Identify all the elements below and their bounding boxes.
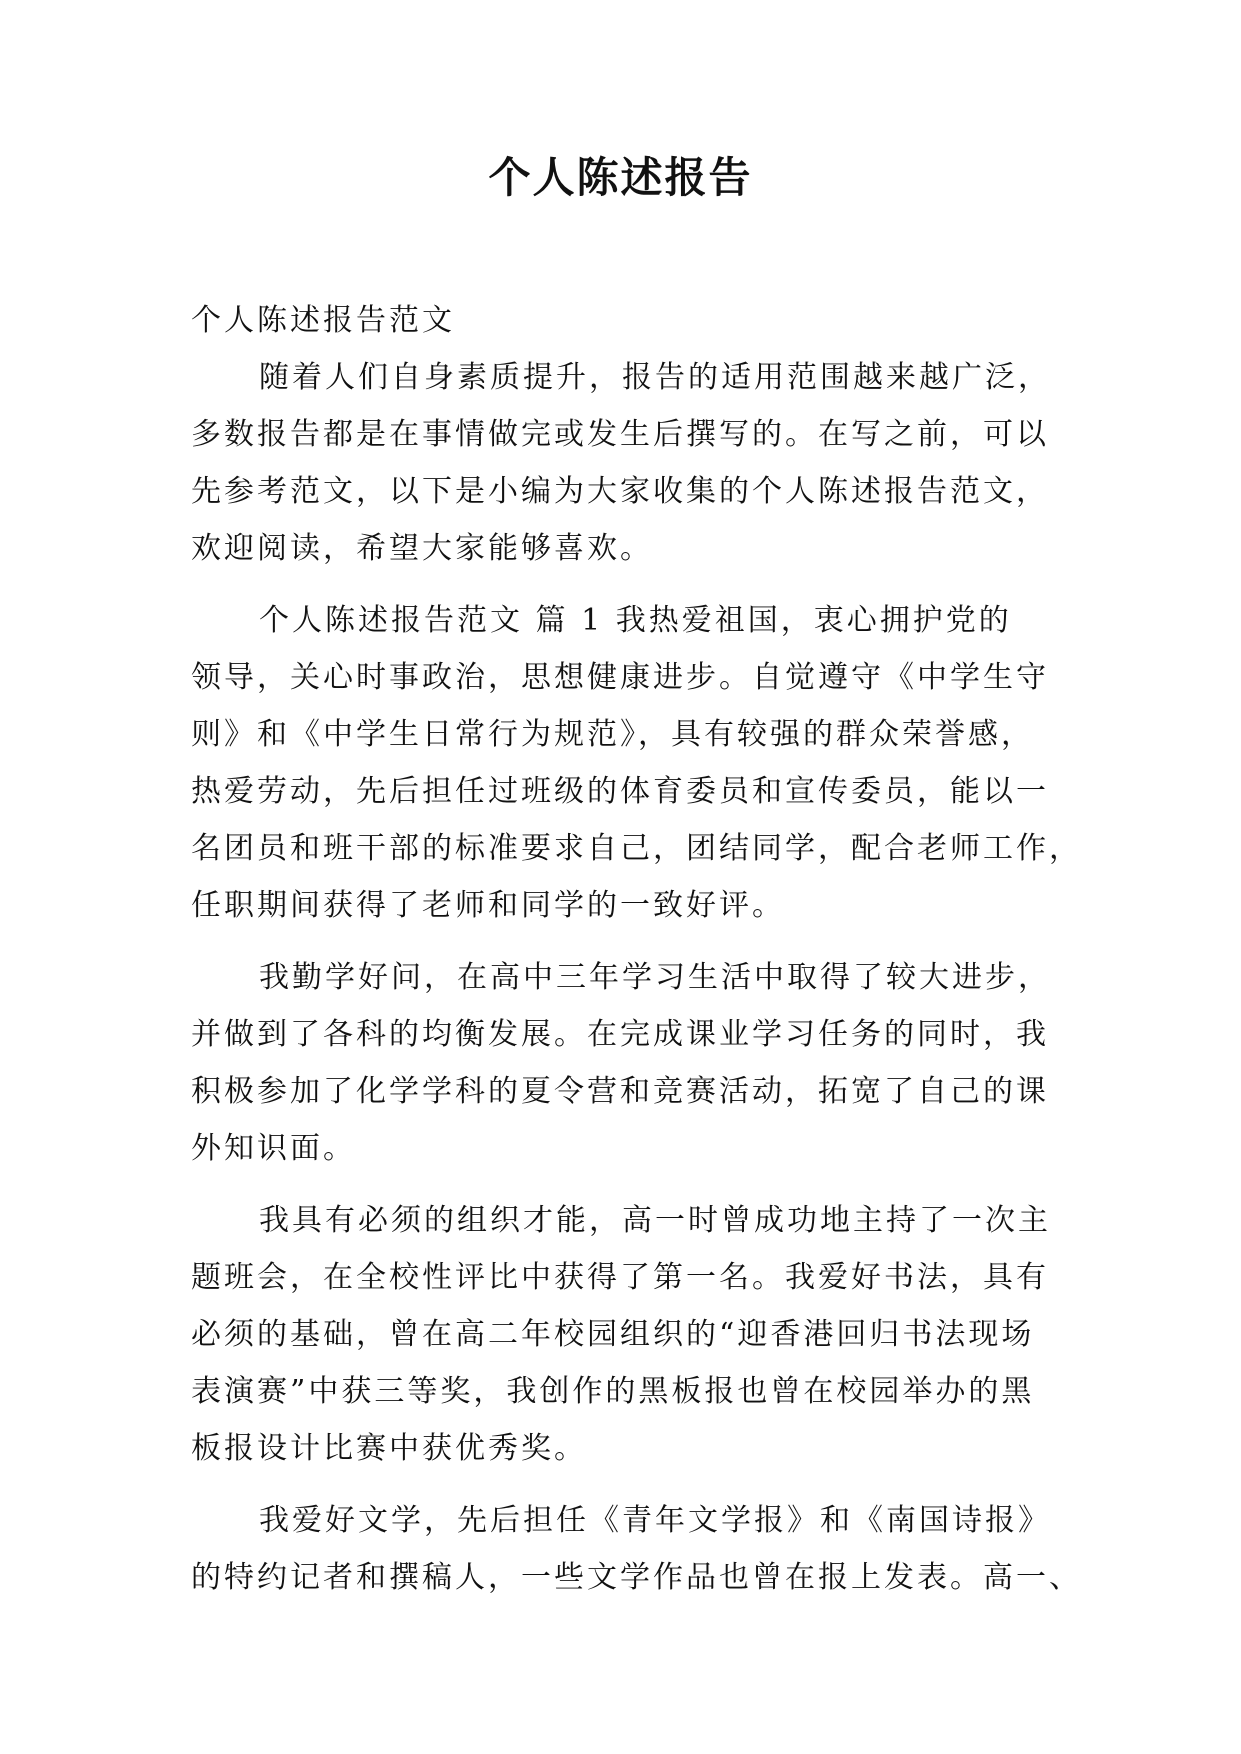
text-line: 任职期间获得了老师和同学的一致好评。 bbox=[191, 888, 785, 923]
text-line: 题班会，在全校性评比中获得了第一名。我爱好书法，具有 bbox=[191, 1260, 1049, 1295]
text-line: 多数报告都是在事情做完或发生后撰写的。在写之前，可以 bbox=[191, 417, 1049, 452]
text-line: 名团员和班干部的标准要求自己，团结同学，配合老师工作， bbox=[191, 831, 1082, 866]
text-line: 热爱劳动，先后担任过班级的体育委员和宣传委员，能以一 bbox=[191, 774, 1049, 809]
text-line: 领导，关心时事政治，思想健康进步。自觉遵守《中学生守 bbox=[191, 660, 1049, 695]
text-line: 必须的基础，曾在高二年校园组织的“迎香港回归书法现场 bbox=[191, 1317, 1035, 1352]
text-line: 外知识面。 bbox=[191, 1131, 356, 1166]
document-body bbox=[191, 292, 1082, 1606]
paragraph-gap bbox=[191, 577, 1051, 592]
text-line: 欢迎阅读，希望大家能够喜欢。 bbox=[191, 531, 653, 566]
paragraph-gap bbox=[191, 1477, 1051, 1492]
text-line: 则》和《中学生日常行为规范》，具有较强的群众荣誉感， bbox=[191, 717, 1034, 752]
text-line: 我勤学好问，在高中三年学习生活中取得了较大进步， bbox=[259, 960, 1051, 995]
text-line: 板报设计比赛中获优秀奖。 bbox=[191, 1431, 587, 1466]
text-line: 的特约记者和撰稿人，一些文学作品也曾在报上发表。高一、 bbox=[191, 1560, 1082, 1595]
text-line: 随着人们自身素质提升，报告的适用范围越来越广泛， bbox=[259, 360, 1051, 395]
text-line: 并做到了各科的均衡发展。在完成课业学习任务的同时，我 bbox=[191, 1017, 1049, 1052]
document-title: 个人陈述报告 bbox=[488, 153, 753, 202]
document-subtitle: 个人陈述报告范文 bbox=[191, 303, 455, 338]
text-line: 个人陈述报告范文 篇 1 我热爱祖国，衷心拥护党的 bbox=[259, 603, 1012, 638]
text-line: 表演赛”中获三等奖，我创作的黑板报也曾在校园举办的黑 bbox=[191, 1374, 1035, 1409]
paragraph-gap bbox=[191, 1177, 1051, 1192]
paragraph-gap bbox=[191, 934, 1051, 949]
text-line: 我具有必须的组织才能，高一时曾成功地主持了一次主 bbox=[259, 1203, 1051, 1238]
text-line: 我爱好文学，先后担任《青年文学报》和《南国诗报》 bbox=[259, 1503, 1051, 1538]
text-line: 先参考范文，以下是小编为大家收集的个人陈述报告范文， bbox=[191, 474, 1049, 509]
text-line: 积极参加了化学学科的夏令营和竞赛活动，拓宽了自己的课 bbox=[191, 1074, 1049, 1109]
